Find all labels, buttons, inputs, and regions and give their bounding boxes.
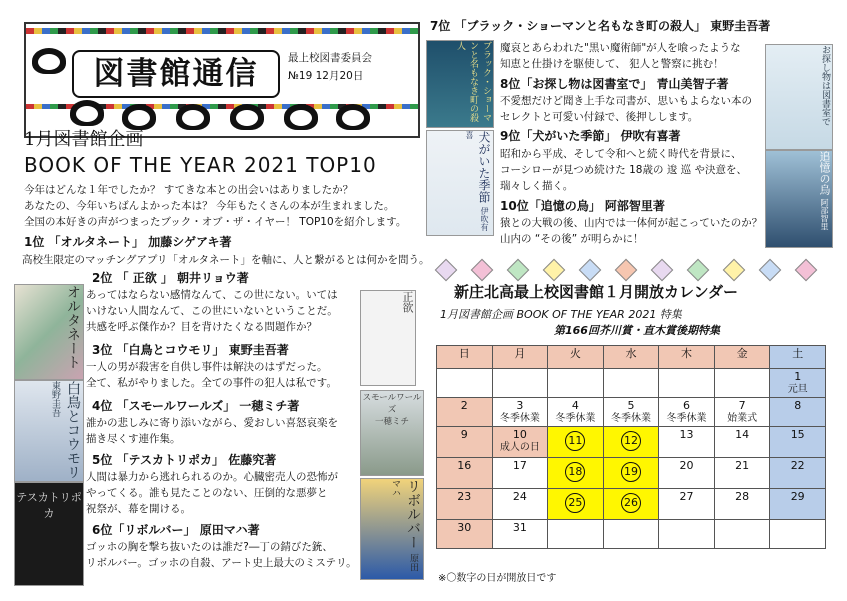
calendar-day-cell [492, 458, 548, 489]
day-label: 冬季休業 [610, 413, 651, 424]
book-desc: 全て、私がやりました。全ての事件の犯人は私です。 [86, 377, 337, 389]
calendar-day-cell [714, 520, 770, 549]
day-number: 22 [790, 459, 805, 472]
feature-label: 1月図書館企画 [24, 129, 144, 150]
day-number: 6 [683, 399, 691, 412]
book-desc: 山内の “その後” が明らかに！ [500, 233, 644, 245]
day-label: 成人の日 [499, 442, 540, 453]
calendar-day-cell [770, 427, 826, 458]
cover-author: 伊吹有喜 [465, 131, 489, 231]
book-cover-osagashimono [765, 44, 833, 150]
calendar-day-cell [603, 520, 659, 549]
open-day-number: 12 [621, 431, 641, 451]
day-number: 3 [516, 399, 524, 412]
calendar-day-cell [714, 398, 770, 427]
cover-title: リボルバー [405, 479, 421, 549]
book-rank-5: 5位 「テスカトリポカ」 佐藤究著 [92, 453, 277, 467]
day-number: 8 [794, 399, 802, 412]
calendar-week-row [437, 489, 826, 520]
calendar-day-cell [659, 520, 715, 549]
book-rank-8: 8位「お探し物は図書室で」 青山美智子著 [500, 77, 729, 91]
day-number: 31 [512, 521, 527, 534]
penguin-icon [32, 48, 66, 74]
weekday-header: 木 [659, 346, 715, 369]
book-desc: ゴッホの胸を撃ち抜いたのは誰だ?―丁の錆びた銃、 [86, 541, 333, 553]
calendar-day-cell [770, 458, 826, 489]
day-number: 17 [512, 459, 527, 472]
book-rank-2: 2位 「 正欲 」 朝井リョウ著 [92, 271, 249, 285]
book-desc: コーシローが見つめ続けた 18歳の 逡 巡 や決意を、 [500, 164, 748, 176]
diamond-icon [435, 259, 458, 282]
diamond-icon [723, 259, 746, 282]
newsletter-title: 図書館通信 [72, 50, 280, 98]
calendar-day-cell [603, 369, 659, 398]
cover-title: ブラック・ショーマンと名もなき町の殺人 [455, 41, 491, 122]
day-number: 16 [457, 459, 472, 472]
calendar-day-cell [437, 458, 493, 489]
day-number: 10 [512, 428, 527, 441]
calendar-day-cell [603, 458, 659, 489]
book-cover-seiyoku [360, 290, 416, 386]
book-rank-1: 1位 「オルタネート」 加藤シゲアキ著 [24, 235, 232, 249]
book-desc: リボルバー。ゴッホの自殺、アート史上最大のミステリ。 [86, 557, 357, 569]
book-desc: 魔哀とあらわれた"黒い魔術師"が人を喰ったような [500, 42, 741, 54]
day-label: 冬季休業 [666, 413, 707, 424]
cover-title: 白鳥とコウモリ [65, 381, 81, 479]
day-number: 28 [735, 490, 750, 503]
diamond-icon [579, 259, 602, 282]
book-cover-shiratori [14, 380, 84, 482]
calendar-day-cell [492, 427, 548, 458]
intro-line: 全国の本好きの声がつまったブック・オブ・ザ・イヤー！ TOP10を紹介します。 [24, 216, 407, 228]
calendar-note: ※〇数字の日が開放日です [438, 573, 557, 584]
calendar-subtitle-2: 第166回芥川賞・直木賞後期特集 [554, 324, 720, 337]
day-number: 4 [571, 399, 579, 412]
day-number: 1 [794, 370, 802, 383]
book-cover-tezcatlipoca [14, 482, 84, 586]
cover-title: 正欲 [401, 291, 414, 313]
diamond-icon [507, 259, 530, 282]
book-desc: 人間は暴力から逃れられるのか。心臓密売人の恐怖が [86, 471, 338, 483]
penguin-icon [176, 104, 210, 130]
book-desc: 祝祭が、幕を開ける。 [86, 503, 191, 515]
cover-title: テスカトリポカ [16, 491, 82, 520]
day-number: 9 [460, 428, 468, 441]
diamond-icon [651, 259, 674, 282]
calendar-day-cell [770, 398, 826, 427]
open-day-number: 25 [565, 493, 585, 513]
book-desc: 誰かの悲しみに寄り添いながら、愛おしい喜怒哀楽を [86, 417, 338, 429]
calendar-day-cell [437, 427, 493, 458]
cover-title: 犬がいた季節 [477, 131, 491, 203]
calendar-day-cell [437, 369, 493, 398]
open-day-number: 26 [621, 493, 641, 513]
book-desc: 共感を呼ぶ傑作か？目を背けたくなる問題作か？ [86, 321, 317, 333]
calendar-day-cell [659, 458, 715, 489]
penguin-icon [336, 104, 370, 130]
book-rank-4: 4位 「スモールワールズ」 一穂ミチ著 [92, 399, 300, 413]
penguin-icon [70, 100, 104, 126]
cover-author: 原田マハ [390, 479, 418, 572]
weekday-header: 土 [770, 346, 826, 369]
book-desc: 一人の男が殺害を自供し事件は解決のはずだった。 [86, 361, 328, 373]
day-number: 15 [790, 428, 805, 441]
day-label: 冬季休業 [555, 413, 596, 424]
diamond-icon [759, 259, 782, 282]
diamond-icon [795, 259, 818, 282]
book-rank-3: 3位 「白鳥とコウモリ」 東野圭吾著 [92, 343, 289, 357]
day-number: 5 [627, 399, 635, 412]
day-label: 始業式 [727, 413, 758, 424]
calendar-day-cell [548, 369, 604, 398]
book-desc: 高校生限定のマッチングアプリ「オルタネート」を軸に、人と繋がるとは何かを問う。 [22, 254, 430, 266]
calendar-day-cell [659, 427, 715, 458]
calendar-week-row [437, 520, 826, 549]
cover-author: 東野圭吾 [50, 381, 60, 417]
book-cover-black-showman [426, 40, 494, 128]
day-number: 23 [457, 490, 472, 503]
book-desc: 描き尽くす連作集。 [86, 433, 181, 445]
issue-date: №19 12月20日 [288, 70, 364, 82]
diamond-icon [615, 259, 638, 282]
cover-title: オルタネート [65, 285, 81, 369]
weekday-header: 日 [437, 346, 493, 369]
book-desc: 瑞々しく描く。 [500, 180, 574, 192]
day-number: 14 [735, 428, 750, 441]
cover-title: お探し物は図書室で [820, 45, 830, 126]
book-rank-10: 10位「追憶の烏」 阿部智里著 [500, 199, 665, 213]
penguin-icon [230, 104, 264, 130]
cover-author: 阿部智里 [820, 198, 829, 231]
calendar-day-cell [548, 427, 604, 458]
day-number: 13 [679, 428, 694, 441]
calendar-day-cell [770, 369, 826, 398]
book-desc: やってくる。誰も見たことのない、圧倒的な悪夢と [86, 487, 328, 499]
book-desc: 不愛想だけど聞き上手な司書が、思いもよらない本の [500, 95, 752, 107]
diamond-icon [471, 259, 494, 282]
weekday-header: 月 [492, 346, 548, 369]
calendar-day-cell [714, 458, 770, 489]
day-number: 21 [735, 459, 750, 472]
calendar-day-cell [548, 458, 604, 489]
cover-title: スモールワールズ [362, 393, 422, 415]
book-cover-tsuioku [765, 150, 833, 248]
day-number: 24 [512, 490, 527, 503]
feature-heading: BOOK OF THE YEAR 2021 TOP10 [24, 153, 377, 177]
book-desc: あってはならない感情なんて、この世にない。いては [86, 289, 338, 301]
day-number: 2 [460, 399, 468, 412]
calendar-day-cell [548, 520, 604, 549]
calendar-day-cell [437, 520, 493, 549]
calendar-day-cell [659, 489, 715, 520]
day-number: 27 [679, 490, 694, 503]
intro-line: あなたの、今年いちばんよかった本は？ 今年もたくさんの本が生まれました。 [24, 200, 395, 212]
book-cover-inu-ga-ita [426, 130, 494, 236]
diamond-icon [687, 259, 710, 282]
diamond-icon [543, 259, 566, 282]
calendar-title: 新庄北高最上校図書館１月開放カレンダー [454, 283, 739, 301]
calendar-day-cell [548, 489, 604, 520]
calendar-day-cell [770, 520, 826, 549]
calendar-day-cell [603, 489, 659, 520]
calendar-day-cell [437, 489, 493, 520]
calendar-week-row [437, 427, 826, 458]
bookshelf-top [26, 28, 418, 34]
intro-line: 今年はどんな１年でしたか？ すてきな本との出会いはありましたか？ [24, 184, 354, 196]
book-rank-6: 6位「リボルバー」 原田マハ著 [92, 523, 260, 537]
calendar-day-cell [770, 489, 826, 520]
book-rank-7: 7位 「ブラック・ショーマンと名もなき町の殺人」 東野圭吾著 [430, 19, 771, 33]
book-cover-revolver [360, 478, 424, 580]
open-day-number: 19 [621, 462, 641, 482]
weekday-header: 水 [603, 346, 659, 369]
book-desc: いけない人間なんて、この世にいないということだ。 [86, 305, 338, 317]
calendar-day-cell [714, 369, 770, 398]
calendar-day-cell [714, 489, 770, 520]
calendar-day-cell [714, 427, 770, 458]
penguin-icon [284, 104, 318, 130]
book-desc: 猿との大戦の後、山内では一体何が起こっていたのか？ [500, 217, 763, 229]
cover-title: 追憶の烏 [818, 151, 831, 195]
cover-author: 一穂ミチ [374, 417, 409, 427]
calendar-table [436, 345, 826, 549]
day-label: 冬季休業 [499, 413, 540, 424]
calendar-week-row [437, 398, 826, 427]
calendar-subtitle-1: 1月図書館企画 BOOK OF THE YEAR 2021 特集 [440, 308, 682, 321]
open-day-number: 18 [565, 462, 585, 482]
calendar-day-cell [659, 369, 715, 398]
calendar-week-row [437, 458, 826, 489]
calendar-day-cell [492, 369, 548, 398]
book-desc: 昭和から平成、そして令和へと続く時代を背景に、 [500, 148, 742, 160]
day-number: 7 [738, 399, 746, 412]
committee-name: 最上校図書委員会 [288, 52, 372, 64]
header-banner [24, 22, 420, 138]
calendar-day-cell [603, 427, 659, 458]
calendar-day-cell [492, 520, 548, 549]
book-desc: セレクトと可愛い付録で、後押しします。 [500, 111, 699, 123]
decorative-divider [434, 258, 834, 280]
calendar-day-cell [437, 398, 493, 427]
open-day-number: 11 [565, 431, 585, 451]
day-number: 29 [790, 490, 805, 503]
book-cover-alternate [14, 284, 84, 380]
calendar-day-cell [548, 398, 604, 427]
book-desc: 知恵と仕掛けを駆使して、 犯人と警察に挑む！ [500, 58, 724, 70]
day-number: 30 [457, 521, 472, 534]
penguin-icon [122, 104, 156, 130]
book-cover-small-worlds [360, 390, 424, 476]
calendar-week-row [437, 369, 826, 398]
weekday-header: 金 [714, 346, 770, 369]
calendar-day-cell [603, 398, 659, 427]
calendar-day-cell [492, 489, 548, 520]
weekday-header: 火 [548, 346, 604, 369]
day-number: 20 [679, 459, 694, 472]
book-rank-9: 9位「犬がいた季節」 伊吹有喜著 [500, 129, 681, 143]
day-label: 元旦 [787, 384, 808, 395]
calendar-day-cell [492, 398, 548, 427]
calendar-day-cell [659, 398, 715, 427]
